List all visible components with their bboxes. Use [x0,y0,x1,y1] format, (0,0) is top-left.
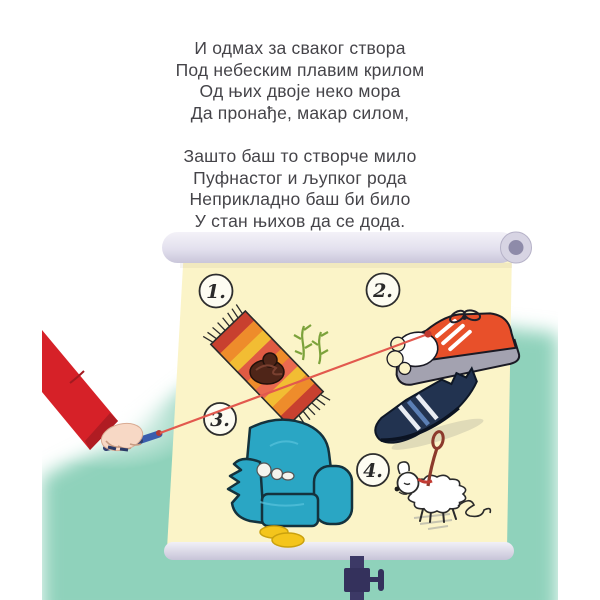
stand-clamp [344,568,370,592]
item-number-2 [367,274,400,307]
poem-stanza-1 [0,38,600,124]
dog-nose [395,487,400,492]
item-number-3-label: 3. [210,409,230,431]
item-number-1-label: 1. [206,281,226,303]
poem-line: Неприкладно баш би било [189,189,411,209]
poem-line: У стан њихов да се дода. [194,210,406,231]
poem-stanza-2 [0,146,600,232]
poem-line: Зашто баш то створче мило [183,146,417,166]
poem-line: И одмах за сваког створа [194,38,406,58]
poem-line: Од њих двоје неко мора [199,81,401,101]
item-number-1 [200,275,233,308]
item-number-4 [357,454,389,486]
item-number-2-label: 2. [373,280,393,302]
poem-block [0,38,600,254]
poem-line: Да пронађе, макар силом, [190,102,410,123]
screen-bottom-bar [164,542,514,560]
poem-line: Под небеским плавим крилом [175,59,425,80]
dog-head [398,473,419,494]
clamp-knob [378,569,384,591]
laser-dot [424,330,431,337]
roller-shadow [180,263,512,268]
item-number-4-label: 4. [363,460,383,482]
poem-line: Пуфнастог и љупког рода [193,167,407,188]
